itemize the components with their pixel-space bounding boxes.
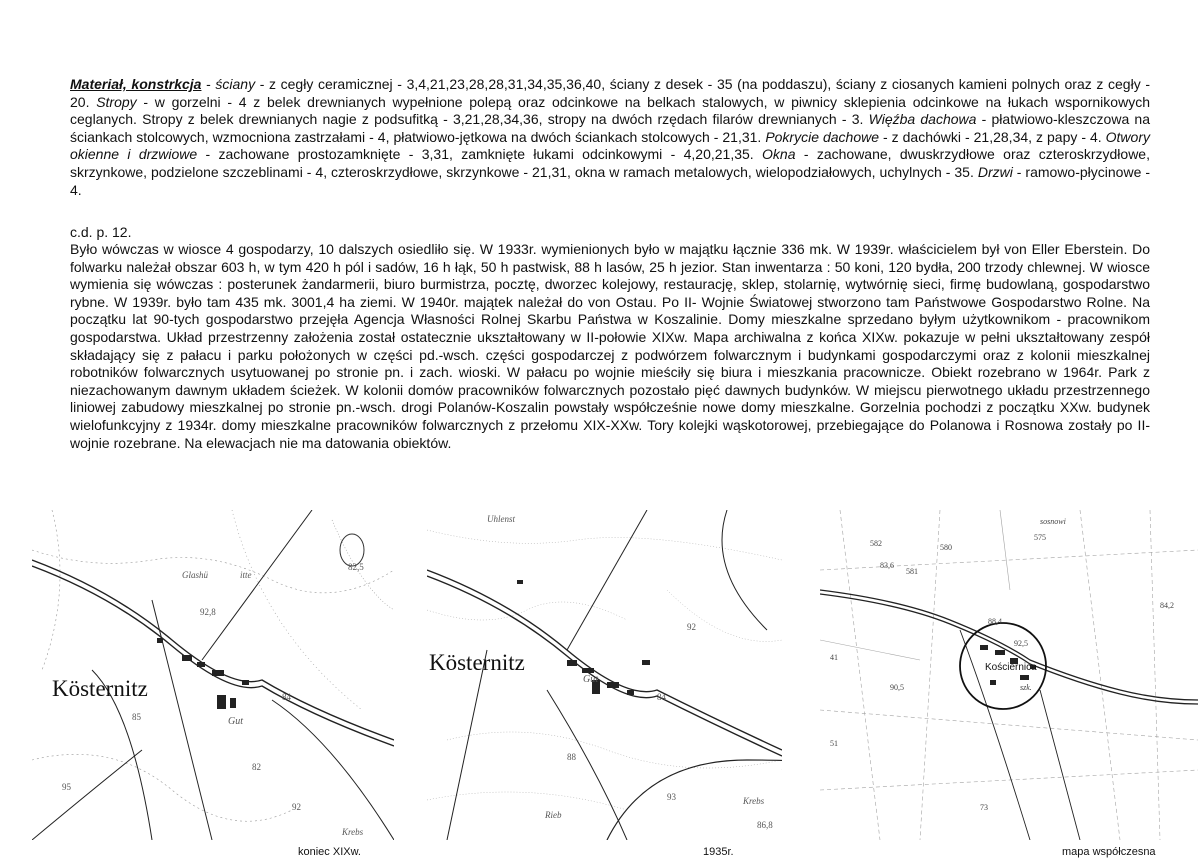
map3-town-label: Kościernica [985,662,1037,673]
map1-label: itte [240,570,252,580]
continuation-heading: c.d. p. 12. [70,224,132,240]
map1-label: 82 [252,762,261,772]
map1-label: Gut [228,716,243,727]
map-caption-1935: 1935r. [703,846,734,858]
roofing-label: Pokrycie dachowe [765,128,880,145]
map2-label: Uhlenst [487,514,515,524]
text-span: - z dachówki - 21,28,34, z papy - 4. [879,128,1106,145]
map3-label: 90,5 [890,683,904,692]
map2-label: 86,8 [757,820,773,830]
map3-label: 580 [940,543,952,552]
map3-label: 575 [1034,533,1046,542]
text-span: - w gorzelni - 4 z belek drewnianych wypełnione polepą oraz odcinkowe na belkach stalowych, w piwnicy sklepienia odcinkowe na łukach wspornikowych ceglanych. Stropy z belek drewnianych nagie z podsufitką - 3,21,28,34,36, stropy na dwóch rzędach filarów drewnianych - 3. [70,93,1150,128]
map3-label: szk. [1020,683,1032,692]
map1-label: 82,5 [348,562,364,572]
map1-town-label: Kösternitz [52,676,148,701]
historic-map-19th-century-drawing [32,510,394,840]
map1-label: 92 [292,802,301,812]
text-span: - [201,76,216,92]
map2-label: 92 [687,622,696,632]
map2-label: 93 [667,792,676,802]
material-construction-lead: Materiał, konstrkcja [70,76,202,92]
historic-map-19th-century [32,510,394,840]
map1-label: 85 [132,712,141,722]
map1-label: Krebs [342,827,364,837]
map3-label: 51 [830,739,838,748]
map3-label: 73 [980,803,988,812]
map3-label: 84,2 [1160,601,1174,610]
map3-label: 581 [906,567,918,576]
map-caption-19th-century: koniec XIXw. [298,846,361,858]
windows-label: Okna [762,146,796,163]
text-span: - płatwiowo-kleszczowa na ściankach stolcowych, wzmocniona zastrzałami - 4, płatwiowo-jętkowa na dwóch ściankach stolcowych - 21,31. [70,111,1150,145]
doors-label: Drzwi [977,163,1013,180]
text-span: - z cegły ceramicznej - 3,4,21,23,28,28,31,34,35,36,40, ściany z desek - 35 (na poddaszu), ściany z ciosanych kamieni polnych oraz z cegły - 20. [70,76,1150,110]
walls-label: ściany [215,76,256,92]
history-paragraph: Było wówczas w wiosce 4 gospodarzy, 10 dalszych osiedliło się. W 1933r. wymienionych było w majątku łącznie 336 mk. W 1939r. właścicielem był von Eller Eberstein. Do folwarku należał obszar 603 h, w tym 420 h pól i sadów, 16 h łąk, 50 h pastwisk, 88 h lasów, 25 h jezior. Stan inwentarza : 50 koni, 120 bydła, 200 trzody chlewnej. W wiosce wymienia się wówczas : posterunek żandarmerii, biuro burmistrza, pocztę, dworzec kolejowy, restaurację, sklep, stolarnię, wytwórnię sieci, firmę budowlaną, gospodarstwo rybne. W 1939r. było tam 435 mk. 3001,4 ha ziemi. W 1940r. majątek należał do von Ostau. Po II- Wojnie Światowej stworzono tam Państwowe Gospodarstwo Rolne. Na początku lat 90-tych gospodarstwo przejęła Agencja Własności Rolnej Skarbu Państwa w Koszalinie. Domy mieszkalne sprzedano byłym użytkownikom - pracownikom gospodarstwa. Układ przestrzenny założenia został ostatecznie ukształtowany w II-połowie XIXw. Mapa archiwalna z końca XIXw. pokazuje w pełni ukształtowany zespół składający się z pałacu i parku położonych w części pd.-wsch. części gospodarczej z podwórzem folwarcznym i budynkami gospodarczymi oraz z kolonii mieszkalnej robotników folwarcznych usytuowanej po stronie pn. i zach. wioski. W pałacu po wojnie mieściły się biura i mieszkania pracownicze. Obiekt rozebrano w 1964r. Park z niezachowanym dawnym układem ścieżek. W kolonii domów pracowników folwarcznych pozostało pięć dawnych budynków. W miejscu pierwotnego układu przestrzennego liniowej zabudowy mieszkalnej po stronie pn.-wsch. drogi Polanów-Koszalin powstały współcześnie nowe domy mieszkalne. Gorzelnia pochodzi z początku XXw. budynek wielofunkcyjny z 1934r. domy mieszkalne pracowników folwarcznych z przełomu XIX-XXw. Tory kolejki wąskotorowej, przebiegające do Polanowa i Rosnowa zostały po II-wojnie rozebrane. Na elewacjach nie ma datowania obiektów. [70,241,1150,451]
map1-label: Glashü [182,570,209,580]
modern-map [820,510,1198,840]
map3-label: 92,5 [1014,639,1028,648]
map3-label: 582 [870,539,882,548]
map2-label: Krebs [743,796,765,806]
ceilings-label: Stropy [96,93,137,110]
text-span: - ramowo-płycinowe - 4. [70,163,1150,198]
material-construction-paragraph [70,76,1150,199]
map1-label: 95 [62,782,71,792]
map2-label: Gut [583,674,598,685]
map2-label: 88 [567,752,576,762]
map3-label: 41 [830,653,838,662]
roof-truss-label: Więźba dachowa [868,111,977,128]
openings-label: Otwory okienne i drzwiowe [70,128,1150,163]
map2-town-label: Kösternitz [429,650,525,675]
historic-map-1935 [427,510,782,840]
text-span: - zachowane, dwuskrzydłowe oraz czteroskrzydłowe, skrzynkowe, podzielone szczeblinami - 4, czteroskrzydłowe, skrzynkowe - 21,31, okna w ramach metalowych, wielopodziałowych, uchylnych - 35. [70,146,1150,180]
map2-label: Rieb [545,810,562,820]
modern-map-drawing [820,510,1198,840]
map3-label: sosnowi [1040,517,1066,526]
map3-label: 88,4 [988,617,1002,626]
map1-label: 92,8 [200,607,216,617]
text-span: - zachowane prostozamknięte - 3,31, zamknięte łukami odcinkowymi - 4,20,21,35. [197,146,763,163]
map-caption-modern: mapa współczesna [1062,846,1156,858]
map1-label: 84 [282,692,291,702]
map2-label: 84 [657,692,666,702]
map3-label: 83,6 [880,561,894,570]
historic-map-1935-drawing [427,510,782,840]
